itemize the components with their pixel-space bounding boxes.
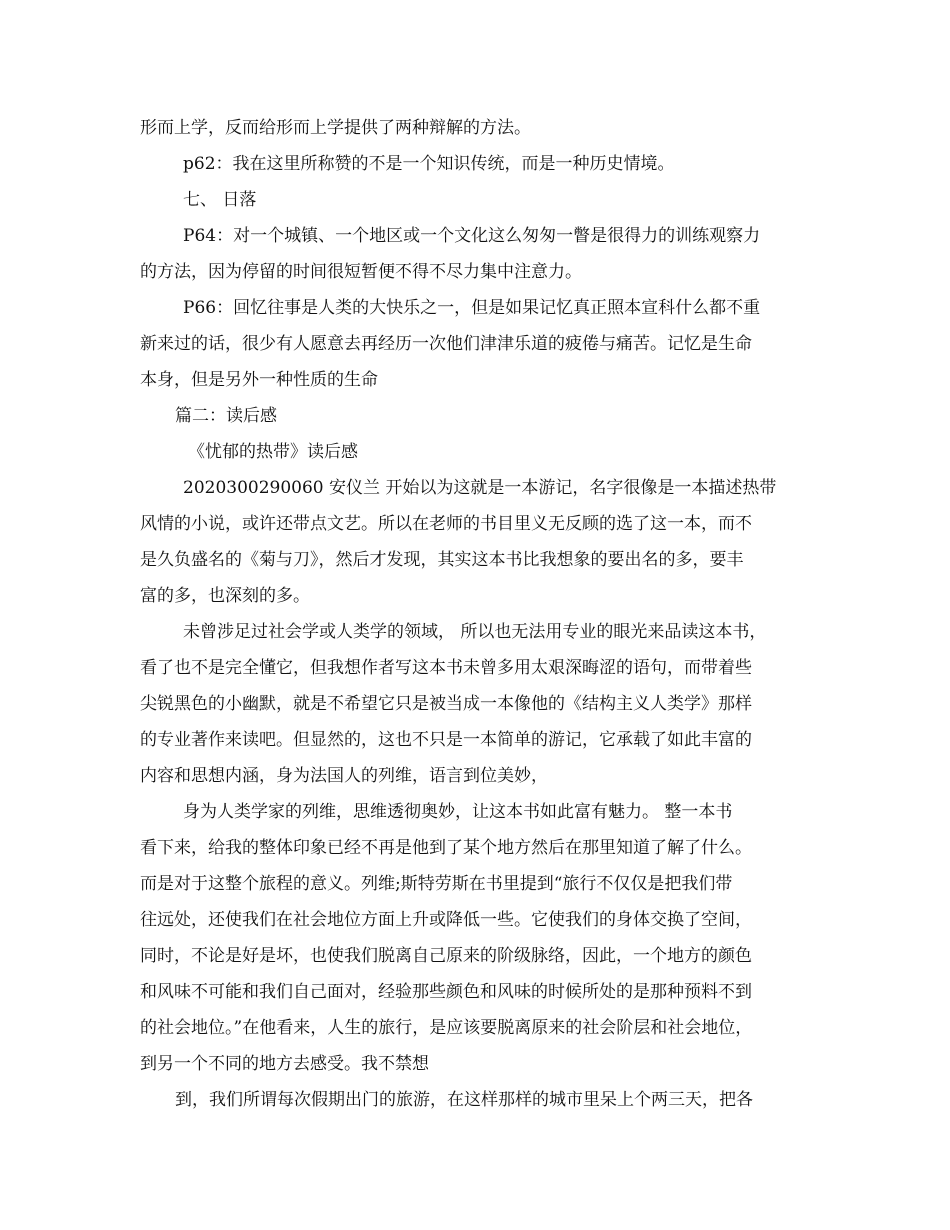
section-heading: 篇二：读后感 [175,406,277,426]
text-line: 往远处，还使我们在社会地位方面上升或降低一些。它使我们的身体交换了空间， [140,910,752,930]
text-line: 风情的小说，或许还带点文艺。所以在老师的书目里义无反顾的选了这一本，而不 [140,514,752,534]
text-line: 形而上学，反而给形而上学提供了两种辩解的方法。 [140,118,531,138]
text-line: 本身，但是另外一种性质的生命 [140,370,378,390]
text-line: 到，我们所谓每次假期出门的旅游，在这样那样的城市里呆上个两三天，把各 [175,1090,753,1110]
text-line: 的方法，因为停留的时间很短暂便不得不尽力集中注意力。 [140,262,582,282]
text-line: P64：对一个城镇、一个地区或一个文化这么匆匆一瞥是很得力的训练观察力 [183,226,761,246]
section-heading: 七、 日落 [183,190,257,210]
text-line: 是久负盛名的《菊与刀》，然后才发现，其实这本书比我想象的要出名的多，要丰 [140,550,744,570]
text-line: 富的多，也深刻的多。 [140,586,310,606]
text-line: 看下来，给我的整体印象已经不再是他到了某个地方然后在那里知道了解了什么。 [140,838,752,858]
text-line: P66：回忆往事是人类的大快乐之一，但是如果记忆真正照本宣科什么都不重 [183,298,761,318]
text-line: 看了也不是完全懂它，但我想作者写这本书未曾多用太艰深晦涩的语句，而带着些 [140,658,752,678]
text-line: 未曾涉足过社会学或人类学的领域， 所以也无法用专业的眼光来品读这本书， [183,622,767,642]
text-line: 同时，不论是好是坏，也使我们脱离自己原来的阶级脉络，因此，一个地方的颜色 [140,946,752,966]
text-line: 内容和思想内涵，身为法国人的列维，语言到位美妙， [140,766,548,786]
text-line: 和风味不可能和我们自己面对，经验那些颜色和风味的时候所处的是那种预料不到 [140,982,752,1002]
text-line: 到另一个不同的地方去感受。我不禁想 [140,1054,429,1074]
text-line: p62：我在这里所称赞的不是一个知识传统，而是一种历史情境。 [183,154,675,174]
text-line: 的社会地位。”在他看来，人生的旅行，是应该要脱离原来的社会阶层和社会地位， [140,1018,753,1038]
text-line: 新来过的话，很少有人愿意去再经历一次他们津津乐道的疲倦与痛苦。记忆是生命 [140,334,752,354]
text-line: 2020300290060 安仪兰 开始以为这就是一本游记，名字很像是一本描述热带 [183,478,777,498]
text-line: 的专业著作来读吧。但显然的，这也不只是一本简单的游记，它承载了如此丰富的 [140,730,752,750]
text-line: 尖锐黑色的小幽默，就是不希望它只是被当成一本像他的《结构主义人类学》那样 [140,694,752,714]
essay-title: 《忧郁的热带》读后感 [188,442,358,462]
text-line: 身为人类学家的列维，思维透彻奥妙，让这本书如此富有魅力。 整一本书 [183,802,733,822]
text-line: 而是对于这整个旅程的意义。列维;斯特劳斯在书里提到“旅行不仅仅是把我们带 [140,874,733,894]
